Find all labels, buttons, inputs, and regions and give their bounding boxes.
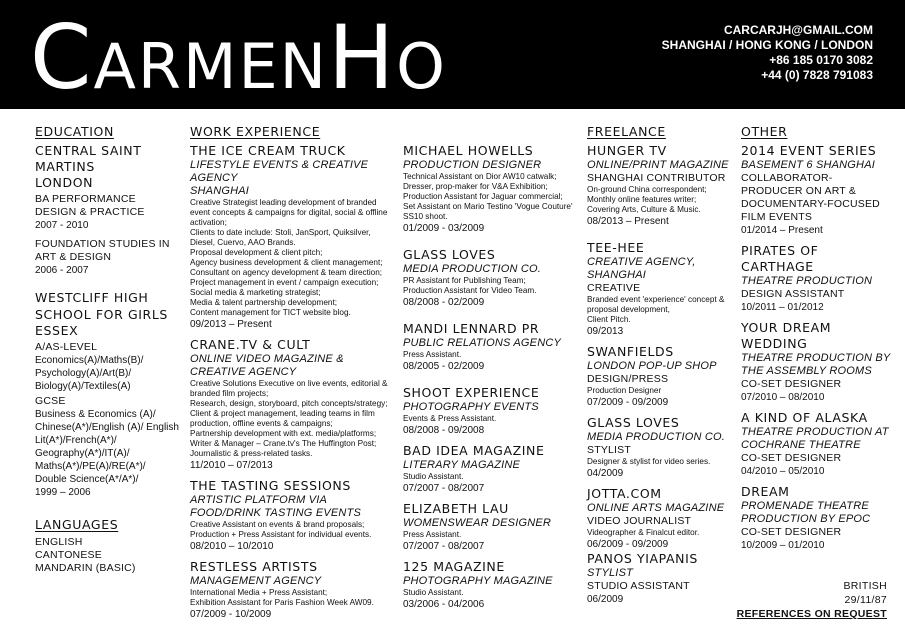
logo-text: O — [396, 30, 447, 103]
job-dates: 10/2011 – 01/2012 — [741, 302, 824, 313]
job-desc: Partnership development with ext. media/platforms; — [190, 429, 377, 438]
job-name: SWANFIELDS — [587, 344, 674, 359]
section-freelance: FREELANCE — [587, 124, 666, 139]
job-desc: Designer & stylist for video series. — [587, 457, 711, 466]
course: FOUNDATION STUDIES IN ART & DESIGN — [35, 238, 170, 263]
job-role: MEDIA PRODUCTION CO. — [587, 431, 726, 443]
language: MANDARIN (BASIC) — [35, 562, 136, 574]
subjects: Business & Economics (A)/ Chinese(A*)/English (A)/ English Lit(A*)/French(A*)/ Geography(A*)/IT(A)/ Maths(A*)/PE(A)/RE(A*)/ Double Science(A*/A*)/ — [35, 409, 179, 485]
logo-letter: C — [30, 6, 94, 109]
section-other: OTHER — [741, 124, 788, 139]
job-role: PHOTOGRAPHY MAGAZINE — [403, 575, 553, 587]
cities: SHANGHAI / HONG KONG / LONDON — [661, 38, 873, 52]
job-dates: 11/2010 – 07/2013 — [190, 460, 273, 471]
name-logo — [30, 6, 447, 109]
job-position: VIDEO JOURNALIST — [587, 515, 692, 527]
job-role: CREATIVE AGENCY, SHANGHAI — [587, 256, 696, 281]
job-dates: 07/2007 - 08/2007 — [403, 541, 485, 552]
job-desc: Branded event 'experience' concept & proposal development, — [587, 295, 725, 314]
job-desc: Content management for TICT website blog. — [190, 308, 351, 317]
job-desc: Creative Solutions Executive on live events, editorial & branded film projects; — [190, 379, 388, 398]
job-name: DREAM — [741, 484, 790, 499]
job-dates: 01/2014 – Present — [741, 225, 823, 236]
job-name: HUNGER TV — [587, 143, 667, 158]
job-role: PROMENADE THEATRE PRODUCTION BY EPOC — [741, 500, 871, 525]
job-name: MANDI LENNARD PR — [403, 321, 540, 336]
job-desc: Production Assistant for Video Team. — [403, 286, 537, 295]
job-role: PRODUCTION DESIGNER — [403, 159, 542, 171]
job-role: LONDON POP-UP SHOP — [587, 360, 717, 372]
job-dates: 07/2010 – 08/2010 — [741, 392, 825, 403]
job-role: THEATRE PRODUCTION AT COCHRANE THEATRE — [741, 426, 889, 451]
email[interactable]: CARCARJH@GMAIL.COM — [723, 23, 873, 37]
job-name: A KIND OF ALASKA — [741, 410, 868, 425]
job-dates: 06/2009 - 09/2009 — [587, 539, 669, 550]
job-role: MANAGEMENT AGENCY — [190, 575, 322, 587]
job-position: CO-SET DESIGNER — [741, 452, 842, 464]
school-name: CENTRAL SAINT MARTINS — [35, 143, 142, 174]
subject-dates: 1999 – 2006 — [35, 487, 91, 498]
job-role: ONLINE VIDEO MAGAZINE & CREATIVE AGENCY — [190, 353, 344, 378]
job-desc: On-ground China correspondent; — [587, 185, 707, 194]
job-desc: Studio Assistant. — [403, 588, 464, 597]
job-role: LITERARY MAGAZINE — [403, 459, 521, 471]
subjects: Economics(A)/Maths(B)/ Psychology(A)/Art(B)/ Biology(A)/Textiles(A) — [35, 355, 144, 392]
job-position: CO-SET DESIGNER — [741, 526, 842, 538]
job-desc: Production Designer — [587, 386, 662, 395]
job-dates: 04/2009 — [587, 468, 624, 479]
job-desc: Dresser, prop-maker for V&A Exhibition; — [403, 182, 548, 191]
job-position: CREATIVE — [587, 282, 641, 294]
job-dates: 09/2013 – Present — [190, 319, 272, 330]
job-desc: Creative Strategist leading development of branded event concepts & campaigns for digital, social & offline activation; — [190, 198, 388, 227]
job-position: COLLABORATOR-PRODUCER ON ART & DOCUMENTARY-FOCUSED FILM EVENTS — [741, 172, 880, 223]
logo-letter: H — [328, 6, 397, 109]
job-role: ARTISTIC PLATFORM VIA FOOD/DRINK TASTING EVENTS — [190, 494, 362, 519]
qualification: A/AS-LEVEL — [35, 341, 98, 353]
job-name: THE TASTING SESSIONS — [190, 478, 351, 493]
job-city: SHANGHAI — [190, 185, 250, 197]
job-dates: 04/2010 – 05/2010 — [741, 466, 825, 477]
header-banner — [0, 0, 905, 109]
job-desc: Agency business development & client management; — [190, 258, 383, 267]
date-of-birth: 29/11/87 — [844, 594, 887, 606]
job-role: ONLINE ARTS MAGAZINE — [587, 502, 725, 514]
school-name: WESTCLIFF HIGH SCHOOL FOR GIRLS — [35, 290, 168, 322]
job-desc: Monthly online features writer; — [587, 195, 697, 204]
job-position: STUDIO ASSISTANT — [587, 580, 690, 592]
job-role: THEATRE PRODUCTION BY THE ASSEMBLY ROOMS — [741, 352, 891, 377]
job-name: PANOS YIAPANIS — [587, 551, 698, 566]
job-dates: 01/2009 - 03/2009 — [403, 223, 485, 234]
job-desc: Writer & Manager – Crane.tv's The Huffington Post; Journalistic & press-related tasks. — [190, 439, 377, 458]
course-dates: 2007 - 2010 — [35, 220, 89, 231]
job-desc: Media & talent partnership development; — [190, 298, 338, 307]
education-column — [35, 124, 180, 575]
job-role: WOMENSWEAR DESIGNER — [403, 517, 552, 529]
freelance-column — [587, 124, 731, 606]
job-desc: Events & Press Assistant. — [403, 414, 497, 423]
job-desc: Proposal development & client pitch; — [190, 248, 323, 257]
job-name: MICHAEL HOWELLS — [403, 143, 534, 158]
job-name: RESTLESS ARTISTS — [190, 559, 318, 574]
job-dates: 09/2013 — [587, 326, 624, 337]
job-desc: Project management in event / campaign execution; — [190, 278, 379, 287]
job-name: GLASS LOVES — [587, 415, 680, 430]
nationality: BRITISH — [843, 580, 887, 592]
other-column — [741, 124, 891, 552]
job-dates: 08/2013 – Present — [587, 216, 669, 227]
job-dates: 06/2009 — [587, 594, 624, 605]
job-role: BASEMENT 6 SHANGHAI — [741, 159, 875, 171]
job-desc: Exhibition Assistant for Paris Fashion Week AW09. — [190, 598, 374, 607]
references: REFERENCES ON REQUEST — [736, 608, 887, 620]
job-role: ONLINE/PRINT MAGAZINE — [587, 159, 729, 171]
language: CANTONESE — [35, 549, 102, 561]
job-role: THEATRE PRODUCTION — [741, 275, 873, 287]
job-desc: PR Assistant for Publishing Team; — [403, 276, 526, 285]
job-name: TEE-HEE — [587, 240, 645, 255]
job-desc: Consultant on agency development & team direction; — [190, 268, 383, 277]
job-dates: 07/2007 - 08/2007 — [403, 483, 485, 494]
job-position: DESIGN ASSISTANT — [741, 288, 845, 300]
job-desc: Set Assistant on Mario Testino 'Vogue Couture' SS10 shoot. — [403, 202, 573, 221]
job-desc: Technical Assistant on Dior AW10 catwalk; — [403, 172, 557, 181]
job-dates: 10/2009 – 01/2010 — [741, 540, 825, 551]
phone-china: +86 185 0170 3082 — [769, 53, 873, 67]
language: ENGLISH — [35, 536, 83, 548]
job-position: CO-SET DESIGNER — [741, 378, 842, 390]
job-desc: Research, design, storyboard, pitch concepts/strategy; — [190, 399, 388, 408]
course-dates: 2006 - 2007 — [35, 265, 89, 276]
job-desc: Creative Assistant on events & brand proposals; — [190, 520, 365, 529]
job-name: PIRATES OF CARTHAGE — [741, 243, 819, 274]
contact-info — [662, 23, 873, 83]
job-name: THE ICE CREAM TRUCK — [190, 143, 346, 158]
job-dates: 07/2009 - 09/2009 — [587, 397, 669, 408]
section-languages: LANGUAGES — [35, 517, 119, 532]
job-name: GLASS LOVES — [403, 247, 496, 262]
job-desc: Social media & marketing strategist; — [190, 288, 321, 297]
job-role: STYLIST — [587, 567, 634, 579]
job-desc: Studio Assistant. — [403, 472, 464, 481]
section-work: WORK EXPERIENCE — [190, 124, 321, 139]
job-desc: International Media + Press Assistant; — [190, 588, 328, 597]
job-dates: 08/2008 - 09/2008 — [403, 425, 485, 436]
job-role: LIFESTYLE EVENTS & CREATIVE AGENCY — [190, 159, 369, 184]
job-desc: Press Assistant. — [403, 350, 462, 359]
job-name: 2014 EVENT SERIES — [741, 143, 877, 158]
job-name: ELIZABETH LAU — [403, 501, 509, 516]
job-name: YOUR DREAM WEDDING — [741, 320, 832, 351]
job-name: SHOOT EXPERIENCE — [403, 385, 540, 400]
section-education: EDUCATION — [35, 124, 114, 139]
job-desc: Clients to date include: Stoli, JanSport, Quiksilver, Diesel, Cuervo, AAO Brands. — [190, 228, 371, 247]
job-desc: Client & project management, leading teams in film production, offline events & campaigns; — [190, 409, 375, 428]
job-desc: Covering Arts, Culture & Music. — [587, 205, 701, 214]
job-desc: Client Pitch. — [587, 315, 631, 324]
job-dates: 07/2009 - 10/2009 — [190, 609, 272, 620]
job-name: BAD IDEA MAGAZINE — [403, 443, 545, 458]
job-desc: Production + Press Assistant for individual events. — [190, 530, 372, 539]
job-desc: Production Assistant for Jaguar commercial; — [403, 192, 563, 201]
course: BA PERFORMANCE DESIGN & PRACTICE — [35, 193, 145, 218]
job-desc: Videographer & Finalcut editor. — [587, 528, 700, 537]
job-name: JOTTA.COM — [587, 486, 662, 501]
job-dates: 03/2006 - 04/2006 — [403, 599, 485, 610]
job-role: PUBLIC RELATIONS AGENCY — [403, 337, 562, 349]
job-role: PHOTOGRAPHY EVENTS — [403, 401, 539, 413]
school-city: ESSEX — [35, 323, 79, 338]
job-position: STYLIST — [587, 444, 631, 456]
qualification: GCSE — [35, 395, 66, 407]
phone-uk: +44 (0) 7828 791083 — [761, 68, 873, 82]
logo-text: ARMEN — [93, 30, 328, 103]
school-city: LONDON — [35, 175, 94, 190]
work-column-2 — [403, 143, 575, 611]
job-position: SHANGHAI CONTRIBUTOR — [587, 172, 726, 184]
job-name: CRANE.TV & CULT — [190, 337, 311, 352]
job-position: DESIGN/PRESS — [587, 373, 669, 385]
job-dates: 08/2010 – 10/2010 — [190, 541, 274, 552]
job-dates: 08/2005 - 02/2009 — [403, 361, 485, 372]
work-column-1 — [190, 124, 394, 621]
job-desc: Press Assistant. — [403, 530, 462, 539]
job-name: 125 MAGAZINE — [403, 559, 505, 574]
job-dates: 08/2008 - 02/2009 — [403, 297, 485, 308]
job-role: MEDIA PRODUCTION CO. — [403, 263, 542, 275]
